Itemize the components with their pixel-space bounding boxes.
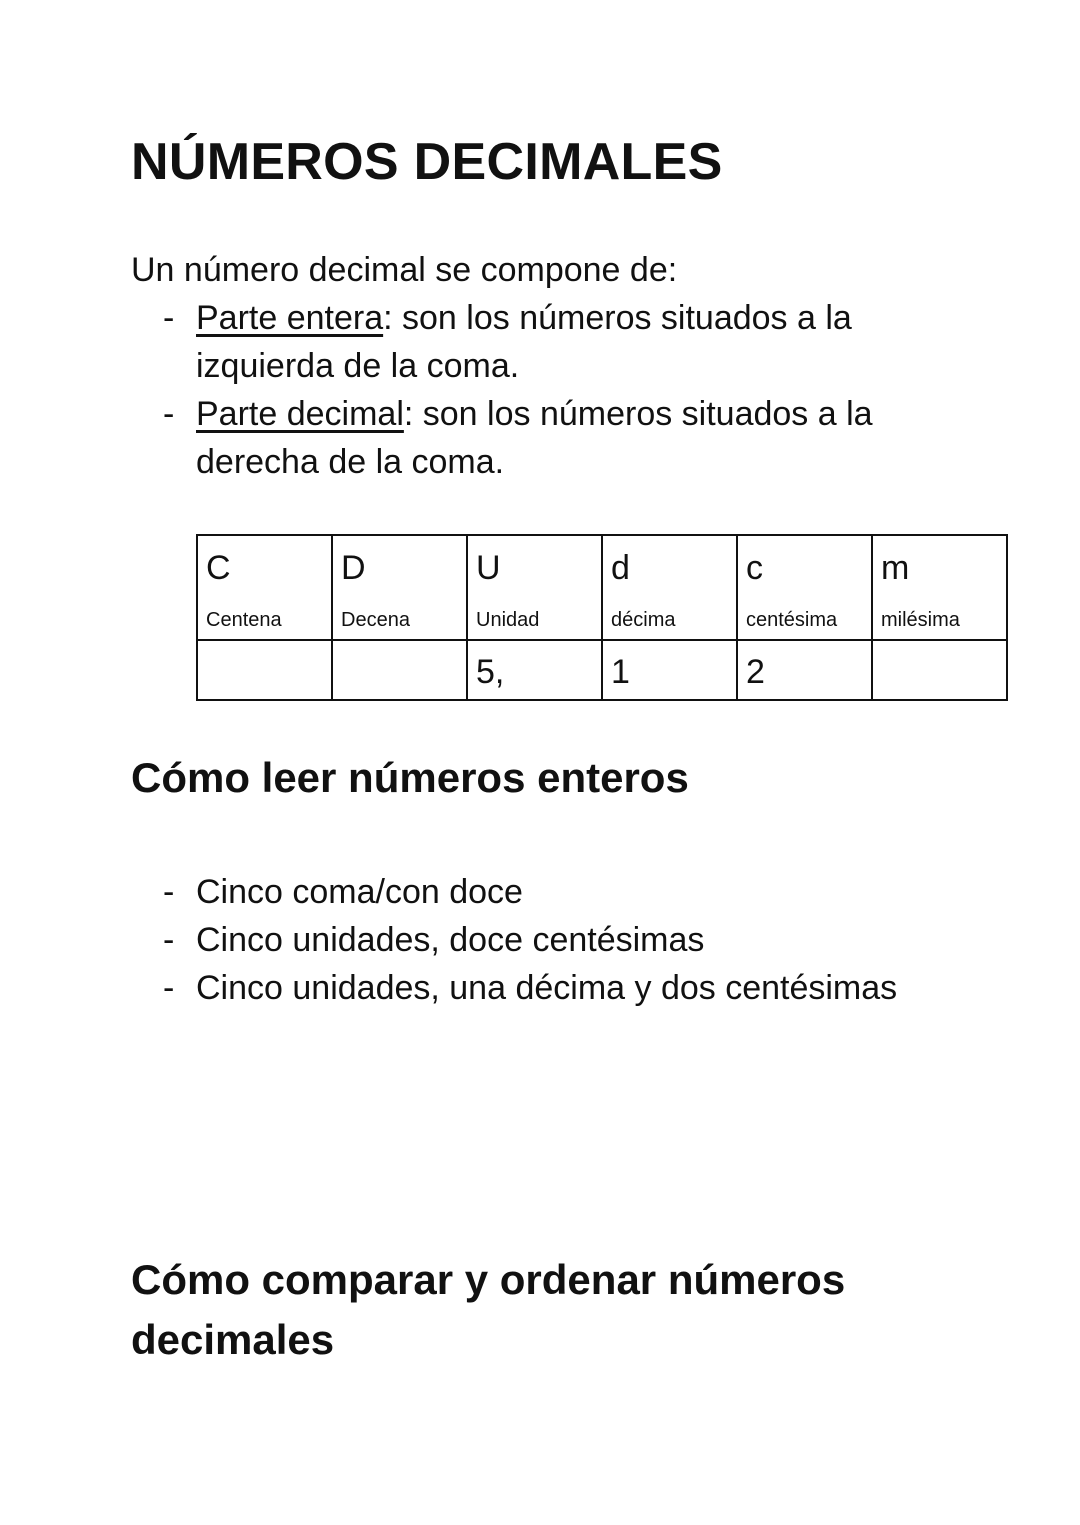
term-parte-decimal: Parte decimal bbox=[196, 395, 404, 433]
definition-parte-entera: : son los números situados a la izquierda de la coma. bbox=[196, 299, 852, 385]
table-cell-milesima bbox=[872, 535, 1007, 640]
reading-text: Cinco coma/con doce bbox=[196, 873, 523, 911]
place-name: Unidad bbox=[476, 609, 540, 631]
list-item-parte-decimal bbox=[131, 390, 986, 486]
value-cell-milesima bbox=[872, 640, 1007, 700]
bullet-dash: - bbox=[163, 873, 175, 911]
table-cell-decena bbox=[332, 535, 467, 640]
table-cell-unidad bbox=[467, 535, 602, 640]
parts-list bbox=[131, 294, 986, 486]
bullet-dash: - bbox=[163, 299, 175, 337]
place-value: 1 bbox=[611, 653, 630, 691]
list-item-parte-entera bbox=[131, 294, 986, 390]
reading-text: Cinco unidades, una décima y dos centésimas bbox=[196, 969, 898, 1007]
place-name: milésima bbox=[881, 609, 960, 631]
list-item bbox=[131, 868, 1016, 916]
reading-list bbox=[131, 868, 1016, 1012]
intro-text: Un número decimal se compone de: bbox=[131, 251, 678, 289]
table-header-row bbox=[197, 535, 1007, 640]
place-symbol: c bbox=[746, 549, 763, 587]
table-value-row bbox=[197, 640, 1007, 700]
place-name: Centena bbox=[206, 609, 282, 631]
place-name: Decena bbox=[341, 609, 410, 631]
table-cell-decima bbox=[602, 535, 737, 640]
place-name: décima bbox=[611, 609, 676, 631]
place-value-table bbox=[196, 534, 1008, 701]
definition-parte-decimal: : son los números situados a la derecha de la coma. bbox=[196, 395, 873, 481]
place-symbol: D bbox=[341, 549, 366, 587]
section-heading-comparar: Cómo comparar y ordenar números decimales bbox=[131, 1256, 846, 1363]
place-symbol: C bbox=[206, 549, 231, 587]
reading-text: Cinco unidades, doce centésimas bbox=[196, 921, 705, 959]
value-cell-decima bbox=[602, 640, 737, 700]
value-cell-centesima bbox=[737, 640, 872, 700]
list-item bbox=[131, 916, 1016, 964]
place-symbol: d bbox=[611, 549, 630, 587]
place-value: 2 bbox=[746, 653, 765, 691]
term-parte-entera: Parte entera bbox=[196, 299, 384, 337]
bullet-dash: - bbox=[163, 921, 175, 959]
place-name: centésima bbox=[746, 609, 838, 631]
section-heading-leer: Cómo leer números enteros bbox=[131, 754, 689, 801]
value-cell-centena bbox=[197, 640, 332, 700]
value-cell-decena bbox=[332, 640, 467, 700]
place-symbol: U bbox=[476, 549, 501, 587]
table-cell-centesima bbox=[737, 535, 872, 640]
place-symbol: m bbox=[881, 549, 910, 587]
list-item bbox=[131, 964, 1016, 1012]
bullet-dash: - bbox=[163, 395, 175, 433]
bullet-dash: - bbox=[163, 969, 175, 1007]
page-title: NÚMEROS DECIMALES bbox=[131, 133, 723, 191]
place-value: 5, bbox=[476, 653, 505, 691]
table-cell-centena bbox=[197, 535, 332, 640]
value-cell-unidad bbox=[467, 640, 602, 700]
